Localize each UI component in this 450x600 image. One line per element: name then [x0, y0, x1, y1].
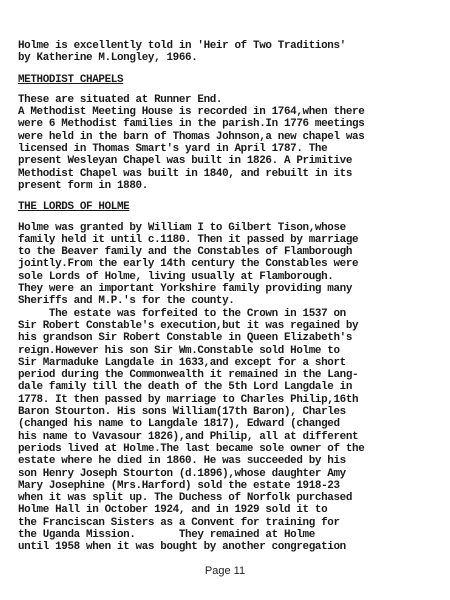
lords-of-holme-paragraph: [18, 222, 444, 554]
methodist-chapels-paragraph: [18, 94, 444, 192]
text-line: They were an important Yorkshire family providing many: [18, 283, 353, 296]
text-line: when it was split up. The Duchess of Norfolk purchased: [18, 492, 353, 505]
text-line: his grandson Sir Robert Constable in Queen Elizabeth's: [18, 332, 353, 345]
text-line: A Methodist Meeting House is recorded in 1764,when there: [18, 106, 365, 119]
text-line: were 6 Methodist families in the parish.In 1776 meetings: [18, 118, 365, 131]
text-line: his name to Vavasour 1826),and Philip, all at different: [18, 430, 359, 443]
text-line: family held it until c.1180. Then it passed by marriage: [18, 233, 359, 246]
text-line: The estate was forfeited to the Crown in 1537 on: [18, 307, 346, 320]
text-line: son Henry Joseph Stourton (d.1896),whose daughter Amy: [18, 467, 346, 480]
text-line: Holme was granted by William I to Gilbert Tison,whose: [18, 221, 346, 234]
text-line: dale family till the death of the 5th Lord Langdale in: [18, 381, 353, 394]
text-line: Holme Hall in October 1924, and in 1929 sold it to: [18, 504, 328, 517]
text-line: the Franciscan Sisters as a Convent for training for: [18, 516, 340, 529]
intro-line: by Katherine M.Longley, 1966.: [18, 52, 198, 65]
document-page: [18, 40, 444, 554]
text-line: Baron Stourton. His sons William(17th Baron), Charles: [18, 406, 346, 419]
section-heading-methodist-chapels: METHODIST CHAPELS: [18, 73, 124, 86]
text-line: reign.However his son Sir Wm.Constable sold Holme to: [18, 344, 340, 357]
section-heading-lords-of-holme: THE LORDS OF HOLME: [18, 201, 130, 214]
text-line: present Wesleyan Chapel was built in 1826. A Primitive: [18, 155, 353, 168]
text-line: were held in the barn of Thomas Johnson,a new chapel was: [18, 130, 365, 143]
text-line: periods lived at Holme.The last became sole owner of the: [18, 442, 365, 455]
text-line: until 1958 when it was bought by another congregation: [18, 541, 346, 554]
text-line: sole Lords of Holme, living usually at Flamborough.: [18, 270, 334, 283]
text-line: to the Beaver family and the Constables of Flamborough: [18, 246, 353, 259]
page-number: Page 11: [204, 565, 246, 577]
text-line: present form in 1880.: [18, 179, 148, 192]
text-line: These are situated at Runner End.: [18, 93, 223, 106]
text-line: Sir Marmaduke Langdale in 1633,and except for a short: [18, 356, 346, 369]
text-line: estate where he died in 1860. He was succeeded by his: [18, 455, 346, 468]
text-line: the Uganda Mission. They remained at Holme: [18, 528, 315, 541]
text-line: 1778. It then passed by marriage to Charles Philip,16th: [18, 393, 359, 406]
text-line: Sheriffs and M.P.'s for the county.: [18, 295, 235, 308]
text-line: licensed in Thomas Smart's yard in April 1787. The: [18, 143, 328, 156]
text-line: Sir Robert Constable's execution,but it was regained by: [18, 319, 359, 332]
text-line: jointly.From the early 14th century the Constables were: [18, 258, 359, 271]
intro-paragraph: [18, 40, 444, 65]
text-line: period during the Commonwealth it remained in the Lang-: [18, 369, 359, 382]
text-line: Methodist Chapel was built in 1840, and rebuilt in its: [18, 167, 353, 180]
text-line: (changed his name to Langdale 1817), Edward (changed: [18, 418, 340, 431]
intro-line: Holme is excellently told in 'Heir of Two Traditions': [18, 40, 346, 52]
text-line: Mary Josephine (Mrs.Harford) sold the estate 1918-23: [18, 479, 340, 492]
